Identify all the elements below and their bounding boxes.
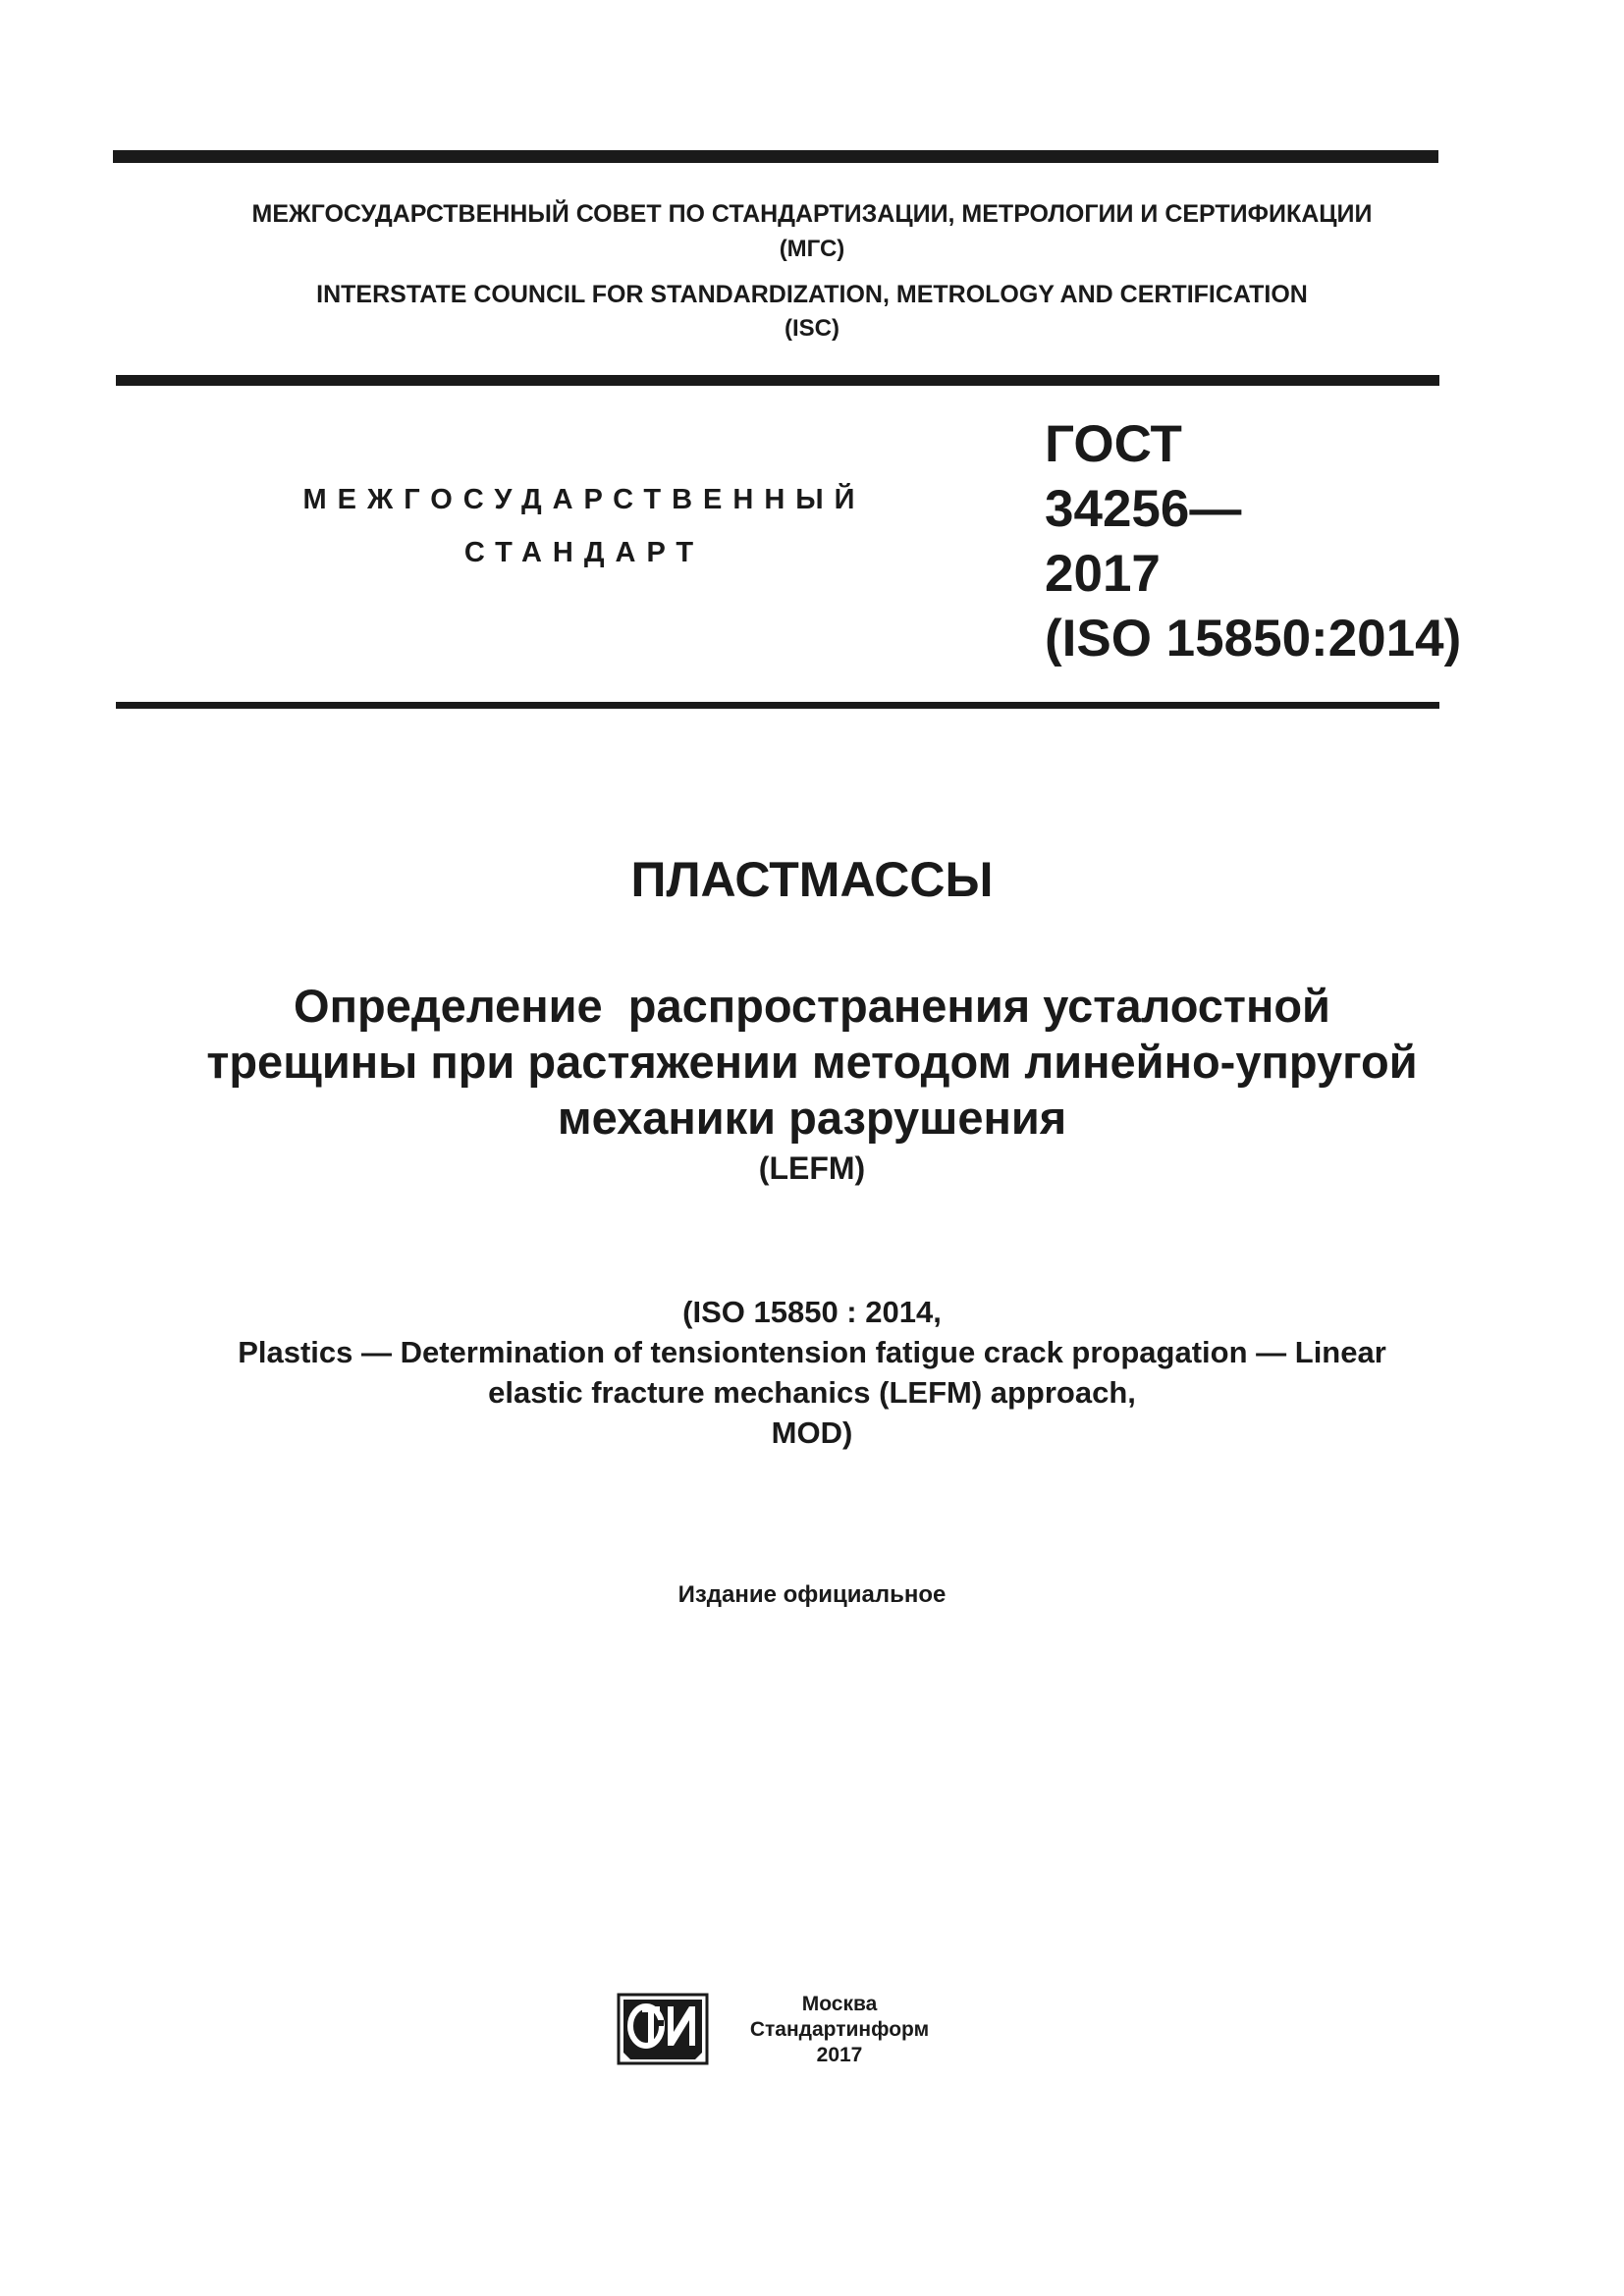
subtitle-line2: трещины при растяжении методом линейно-упругой [206, 1036, 1418, 1088]
council-abbr-ru: (МГС) [779, 236, 845, 262]
iso-line2: Plastics — Determination of tensiontension fatigue crack propagation — Linear [238, 1335, 1386, 1369]
designation-rule [116, 702, 1439, 709]
council-abbr-en: (ISC) [785, 315, 839, 342]
council-name-ru: МЕЖГОСУДАРСТВЕННЫЙ СОВЕТ ПО СТАНДАРТИЗАЦИИ, МЕТРОЛОГИИ И СЕРТИФИКАЦИИ [251, 200, 1373, 228]
edition-note: Издание официальное [677, 1581, 947, 1608]
iso-reference [0, 1292, 1624, 1453]
publisher-year: 2017 [816, 2044, 863, 2066]
subtitle-line1: Определение распространения усталостной [294, 980, 1330, 1032]
gost-line1: ГОСТ [1045, 415, 1182, 473]
document-subtitle [0, 978, 1624, 1146]
publisher-imprint [727, 1992, 952, 2068]
standartinform-logo-icon [617, 1993, 709, 2065]
subtitle-line3: механики разрушения [557, 1092, 1067, 1144]
gost-line3: 2017 [1045, 545, 1161, 603]
iso-line3: elastic fracture mechanics (LEFM) approach, [488, 1375, 1136, 1410]
top-rule [113, 150, 1438, 163]
iso-line4: MOD) [771, 1415, 853, 1450]
publisher-name: Стандартинформ [749, 2018, 930, 2041]
standard-type-line1: МЕЖГОСУДАРСТВЕННЫЙ [302, 484, 866, 515]
iso-line1: (ISO 15850 : 2014, [682, 1295, 942, 1329]
gost-line4: (ISO 15850:2014) [1045, 610, 1462, 667]
standard-type [226, 473, 943, 579]
gost-designation [1045, 412, 1461, 671]
document-title: ПЛАСТМАССЫ [630, 852, 994, 907]
gost-line2: 34256— [1045, 480, 1242, 538]
subtitle-abbr: (LEFM) [758, 1150, 866, 1186]
standard-type-line2: СТАНДАРТ [463, 537, 705, 568]
publisher-city: Москва [801, 1993, 878, 2015]
council-name-en: INTERSTATE COUNCIL FOR STANDARDIZATION, METROLOGY AND CERTIFICATION [316, 281, 1308, 308]
header-rule [116, 375, 1439, 386]
